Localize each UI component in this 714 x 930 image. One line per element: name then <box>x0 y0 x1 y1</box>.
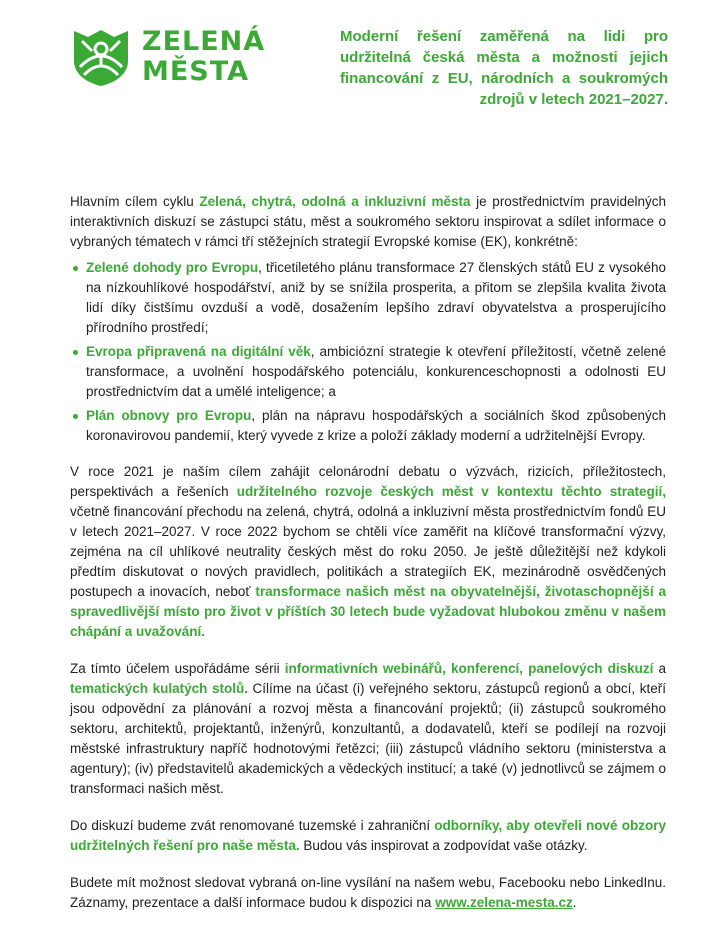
strategy-name: Zelené dohody pro Evropu <box>86 260 259 275</box>
series-title-highlight: Zelená, chytrá, odolná a inkluzivní města <box>199 194 471 209</box>
intro-text-1: Hlavním cílem cyklu <box>70 194 200 209</box>
document-body <box>70 192 666 930</box>
intro-paragraph <box>70 192 666 252</box>
strategy-description: , plán na nápravu hospodářských a sociálních škod způsobených koronavirovou pandemií, který vyvede z krize a položí základy moderní a udržitelnější Evropy. <box>86 408 666 443</box>
strategy-list <box>70 258 666 446</box>
events-text-3: Cílíme na účast (i) veřejného sektoru, zástupců regionů a obcí, kteří jsou odpovědní za plánování a rozvoj města a financování projektů; (ii) zástupců soukromého sektoru, architektů, projektantů, inženýrů, konzultantů, a dodavatelů, kteří se podílejí na rozvoji městské infrastruktury napříč hodnotovými řetězci; (iii) zástupců vládního sektoru (ministerstva a agentury); (iv) představitelů akademických a vědeckých institucí; a také (v) jednotlivců se zájmem o transformaci našich měst. <box>70 681 667 796</box>
experts-paragraph <box>70 816 666 856</box>
experts-highlight: odborníky, aby otevřeli nové obzory udržitelných řešení pro naše města. <box>70 818 666 853</box>
logo-wordmark <box>142 27 290 87</box>
goals-text-2: včetně financování přechodu na zelená, chytrá, odolná a inkluzivní města prostřednictvím fondů EU v letech 2021–2027. V roce 2022 bychom se chtěli více zaměřit na klíčové transformační výzvy, zejména na cíl uhlíkové neutrality českých měst do roku 2050. Je ještě důležitější než kdykoli předtím diskutovat o nových pravidlech, politikách a strategiích EK, mezinárodně osvědčených postupech a inovacích, neboť <box>70 504 666 599</box>
broadcast-text-1: Budete mít možnost sledovat vybraná on-line vysílání na našem webu, Facebooku nebo LinkedInu. Záznamy, prezentace a další informace budou k dispozici na <box>70 875 666 910</box>
website-link[interactable]: www.zelena-mesta.cz <box>435 895 573 910</box>
logo-line-2: MĚSTA <box>142 56 249 87</box>
goals-highlight-1: udržitelného rozvoje českých měst v kontextu těchto strategií, <box>236 484 666 499</box>
goals-text-1: V roce 2021 je naším cílem zahájit celonárodní debatu o výzvách, rizicích, příležitostech, perspektivách a řešeních <box>70 464 666 499</box>
goals-highlight-2: transformace našich měst na obyvatelnější, životaschopnější a spravedlivější místo pro život v příštích 30 letech bude vyžadovat hlubokou změnu v našem chápání a uvažování. <box>70 584 666 639</box>
headline: Moderní řešení zaměřená na lidi pro udržitelná česká města a možnosti jejich financování z EU, národních a soukromých zdrojů v letech 2021–2027. <box>340 28 668 108</box>
experts-text-1: Do diskuzí budeme zvát renomované tuzemské i zahraniční <box>70 818 435 833</box>
logo-line-1: ZELENÁ <box>142 26 266 57</box>
strategy-item <box>86 342 666 402</box>
broadcast-text-2: . <box>572 895 577 910</box>
strategy-item <box>86 406 666 446</box>
events-text-1: Za tímto účelem uspořádáme sérii <box>70 661 285 676</box>
strategy-description: , třicetiletého plánu transformace 27 členských států EU z vysokého na nízkouhlíkové hospodářství, aniž by se snížila prosperita, a přitom se zlepšila kvalita života lidí díky čistšímu ovzduší a vodě, dosažením lepšího zdraví obyvatelstva a prosperujícího přírodního prostředí; <box>86 260 667 335</box>
strategy-name: Plán obnovy pro Evropu <box>86 408 252 423</box>
strategy-name: Evropa připravená na digitální věk <box>86 344 311 359</box>
intro-text-2: je prostřednictvím pravidelných interaktivních diskuzí se zástupci státu, měst a soukromého sektoru inspirovat a sdílet informace o vybraných tématech v rámci tří stěžejních strategií Evropské komise (EK), konkrétně: <box>70 194 666 249</box>
events-paragraph <box>70 659 666 799</box>
city-shield-logo-icon <box>70 27 132 87</box>
events-highlight-1: informativních webinářů, konferencí, panelových diskuzí <box>284 661 654 676</box>
events-text-2: a <box>653 661 666 676</box>
events-highlight-2: tematických kulatých stolů. <box>70 681 248 696</box>
goals-paragraph <box>70 462 666 642</box>
strategy-description: , ambiciózní strategie k otevření příležitostí, včetně zelené transformace, a uvolnění hospodářského potenciálu, konkurenceschopnosti a odolnosti EU prostřednictvím dat a umělé inteligence; a <box>86 344 666 399</box>
broadcast-paragraph <box>70 873 666 913</box>
experts-text-2: Budou vás inspirovat a zodpovídat vaše otázky. <box>299 838 588 853</box>
strategy-item <box>86 258 666 338</box>
logo <box>70 27 290 89</box>
